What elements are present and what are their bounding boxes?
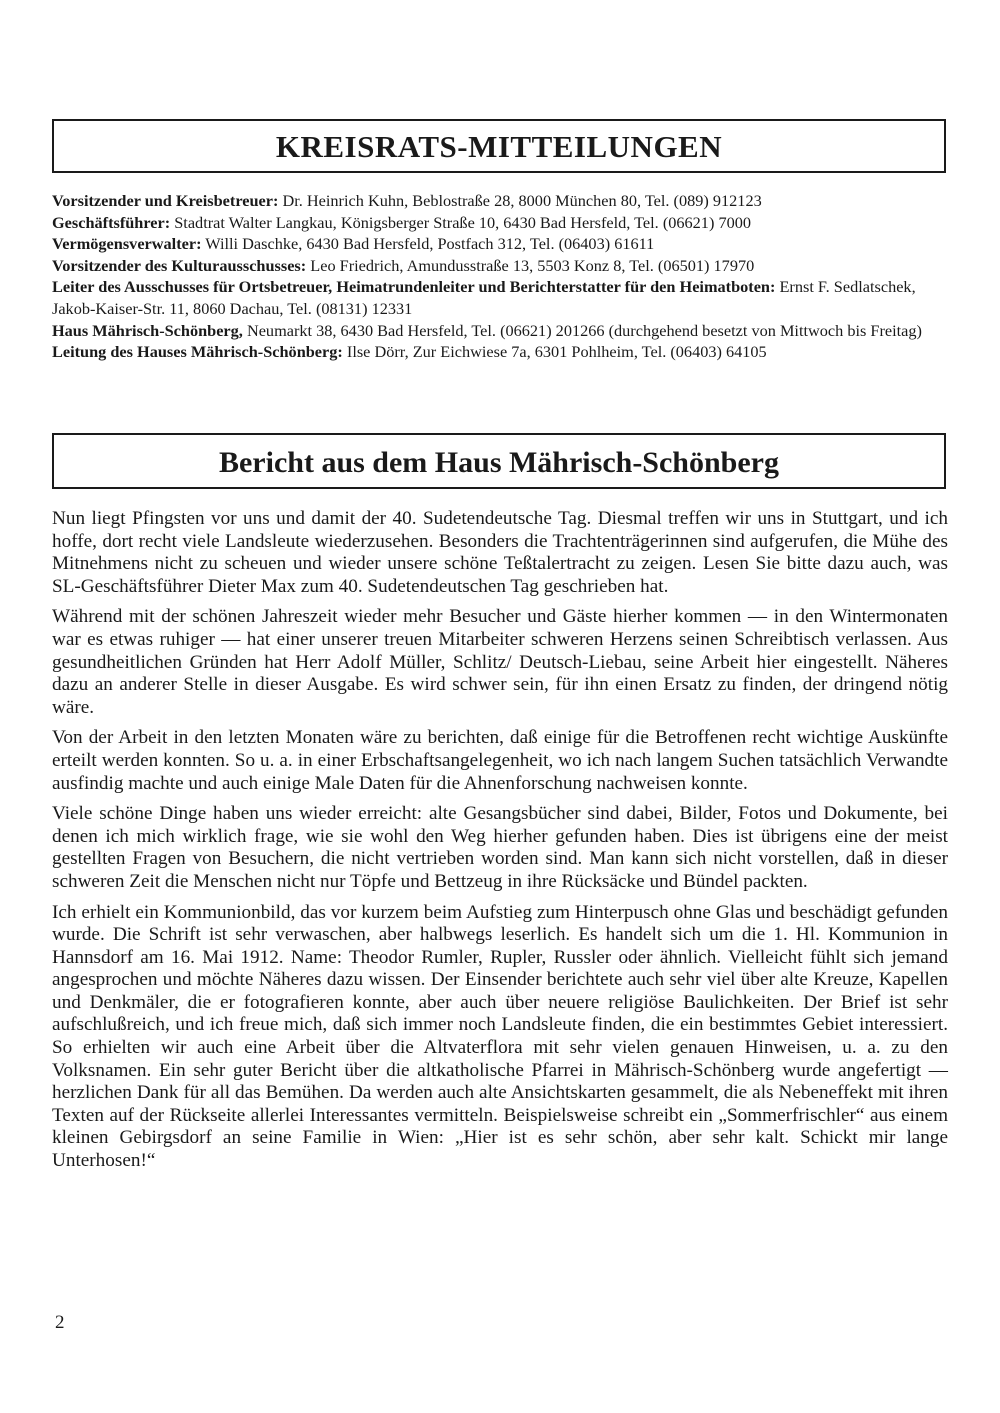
info-line (52, 320, 952, 342)
info-line (52, 233, 952, 255)
info-line (52, 341, 952, 363)
paragraph: Während mit der schönen Jahreszeit wieder mehr Besucher und Gäste hierher kommen — in den Wintermonaten war es etwas ruhiger — hat einer unserer treuen Mitarbeiter schweren Herzens seinen Schreibtisch verlassen. Aus gesundheitlichen Gründen hat Herr Adolf Müller, Schlitz/ Deutsch-Liebau, seine Arbeit hier eingestellt. Näheres dazu an anderer Stelle in dieser Ausgabe. Es wird schwer sein, für ihn einen Ersatz zu finden, der dringend nötig wäre. (52, 606, 948, 718)
article-body (52, 508, 948, 1181)
info-text: Neumarkt 38, 6430 Bad Hersfeld, Tel. (06621) 201266 (durchgehend besetzt von Mittwoch bis Freitag) (242, 320, 922, 340)
paragraph: Viele schöne Dinge haben uns wieder erreicht: alte Gesangsbücher sind dabei, Bilder, Fotos und Dokumente, bei denen ich mich wirklich frage, wie sie wohl den Weg hierher gefunden haben. Dies ist übrigens eine der meist gestellten Fragen von Besuchern, die nicht vertrieben worden sind. Man kann sich nicht vorstellen, daß in dieser schweren Zeit die Menschen nicht nur Töpfe und Bettzeug in ihre Rücksäcke und Bündel packten. (52, 803, 948, 892)
info-text: Willi Daschke, 6430 Bad Hersfeld, Postfach 312, Tel. (06403) 61611 (201, 234, 655, 254)
info-text: Leo Friedrich, Amundusstraße 13, 5503 Konz 8, Tel. (06501) 17970 (306, 255, 755, 275)
info-label: Vorsitzender des Kulturausschusses: (52, 255, 307, 275)
page-number: 2 (55, 1312, 65, 1333)
paragraph: Von der Arbeit in den letzten Monaten wäre zu berichten, daß einige für die Betroffenen recht wichtige Auskünfte erteilt werden konnten. So u. a. in einer Erbschaftsangelegenheit, wo ich nach langem Suchen tatsächlich Verwandte ausfindig machte und auch einige Male Daten für die Ahnenforschung nachweisen konnte. (52, 727, 948, 794)
info-line (52, 276, 952, 319)
info-label: Leitung des Hauses Mährisch-Schönberg: (52, 342, 343, 362)
contact-info-block (52, 190, 952, 363)
info-line (52, 212, 952, 234)
info-line (52, 255, 952, 277)
info-text: Ilse Dörr, Zur Eichwiese 7a, 6301 Pohlheim, Tel. (06403) 64105 (342, 342, 767, 362)
info-label: Leiter des Ausschusses für Ortsbetreuer, Heimatrundenleiter und Berichterstatter für den Heimatboten: (52, 277, 776, 297)
info-label: Haus Mährisch-Schönberg, (52, 320, 243, 340)
paragraph: Ich erhielt ein Kommunionbild, das vor kurzem beim Aufstieg zum Hinterpusch ohne Glas und beschädigt gefunden wurde. Die Schrift ist sehr verwaschen, aber halbwegs leserlich. Es handelt sich um die 1. Hl. Kommunion in Hannsdorf am 16. Mai 1912. Name: Theodor Rumler, Rupler, Russler oder ähnlich. Vielleicht fühlt sich jemand angesprochen und möchte Näheres dazu wissen. Der Einsender berichtete auch sehr viel über alte Kreuze, Kapellen und Denkmäler, die er fotografieren konnte, aber auch über neuere religiöse Baulichkeiten. Der Brief ist sehr aufschlußreich, und ich freue mich, daß sich immer noch Landsleute finden, die ein bestimmtes Gebiet interessiert. So erhielten wir auch eine Arbeit über die Altvaterflora mit sehr vielen genauen Hinweisen, u. a. zu den Volksnamen. Ein sehr guter Bericht über die altkatholische Pfarrei in Mährisch-Schönberg wurde angefertigt — herzlichen Dank für all das Bemühen. Da werden auch alte Ansichtskarten gesammelt, die als Nebeneffekt mit ihren Texten auf der Rückseite allerlei Interessantes vermitteln. Beispielsweise schreibt ein „Sommerfrischler“ aus einem kleinen Gebirgsdorf an seine Familie in Wien: „Hier ist es sehr schön, aber sehr kalt. Schickt mir lange Unterhosen!“ (52, 901, 948, 1172)
info-text: Dr. Heinrich Kuhn, Beblostraße 28, 8000 München 80, Tel. (089) 912123 (278, 191, 762, 210)
info-label: Geschäftsführer: (52, 212, 171, 232)
info-label: Vorsitzender und Kreisbetreuer: (52, 191, 279, 210)
section-header-kreisrats-mitteilungen: KREISRATS-MITTEILUNGEN (52, 119, 946, 173)
paragraph: Nun liegt Pfingsten vor uns und damit der 40. Sudetendeutsche Tag. Diesmal treffen wir uns in Stuttgart, und ich hoffe, dort recht viele Landsleute wiederzusehen. Besonders die Trachtenträgerinnen sind aufgerufen, die Mühe des Mitnehmens nicht zu scheuen und wieder unsere schöne Teßtalertracht zu zeigen. Lesen Sie bitte dazu auch, was SL-Geschäftsführer Dieter Max zum 40. Sudetendeutschen Tag geschrieben hat. (52, 508, 948, 597)
info-text: Ernst F. Sedlatschek, Jakob-Kaiser-Str. 11, 8060 Dachau, Tel. (08131) 12331 (52, 277, 916, 318)
info-text: Stadtrat Walter Langkau, Königsberger Straße 10, 6430 Bad Hersfeld, Tel. (06621) 7000 (170, 212, 752, 232)
article-title: Bericht aus dem Haus Mährisch-Schönberg (52, 433, 946, 489)
info-label: Vermögensverwalter: (52, 234, 202, 254)
info-line (52, 190, 952, 212)
